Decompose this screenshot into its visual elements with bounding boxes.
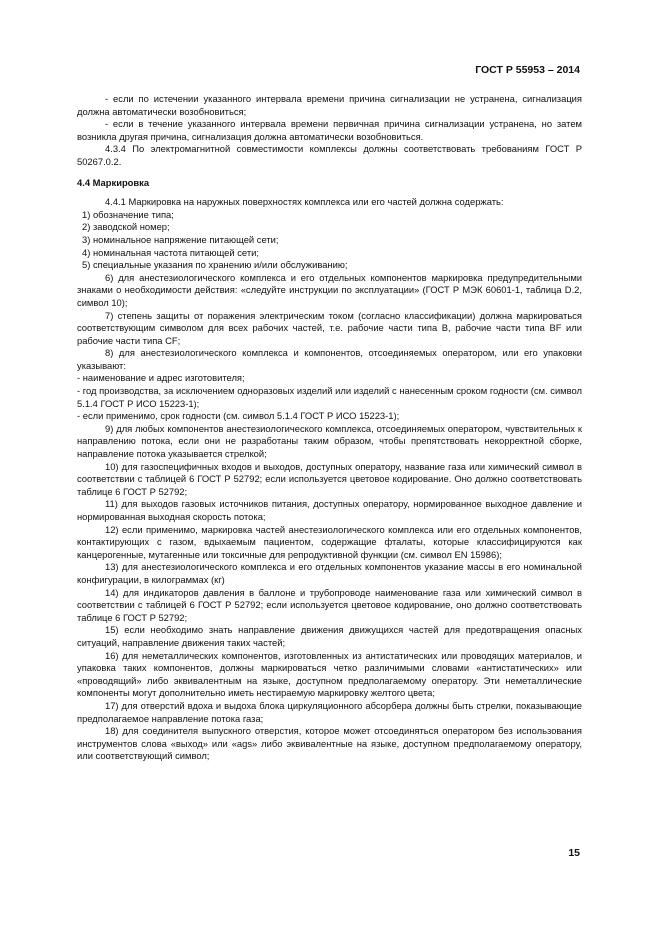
paragraph-4-3-4: 4.3.4 По электромагнитной совместимости комплексы должны соответствовать требованиям ГОСТ Р 50267.0.2. — [77, 143, 582, 167]
list-item-13: 13) для анестезиологического комплекса и его отдельных компонентов указание массы в его номинальной конфигурации, в килограммах (кг) — [77, 561, 582, 585]
list-item-8: 8) для анестезиологического комплекса и компонентов, отсоединяемых оператором, или его упаковки указывают: — [77, 347, 582, 371]
list-item-18: 18) для соединителя выпускного отверстия, которое может отсоединяться оператором без использования инструментов слова «выход» или «ags» либо эквивалентные на языке, доступном предполагаемому оператору, или соответствующий символ; — [77, 725, 582, 762]
paragraph-alarm-not-cleared: - если по истечении указанного интервала времени причина сигнализации не устранена, сигнализация должна автоматически возобновиться; — [77, 93, 582, 117]
list-item-14: 14) для индикаторов давления в баллоне и трубопроводе наименование газа или химический символ в соответствии с таблицей 6 ГОСТ Р 52792; если используется цветовое кодирование, оно должно соответствовать таблице 6 ГОСТ Р 52792; — [77, 586, 582, 623]
list-item-7: 7) степень защиты от поражения электрическим током (согласно классификации) должна маркироваться соответствующим символом для всех рабочих частей, т.е. рабочие части типа B, рабочие части типа BF или рабочие части типа CF; — [77, 309, 582, 346]
list-item-8-manufacturer: - наименование и адрес изготовителя; — [77, 372, 245, 384]
list-item-1: 1) обозначение типа; — [82, 208, 174, 220]
section-heading-4-4: 4.4 Маркировка — [77, 176, 150, 188]
list-item-2: 2) заводской номер; — [82, 221, 170, 233]
paragraph-4-4-1: 4.4.1 Маркировка на наружных поверхностях комплекса или его частей должна содержать: — [105, 196, 504, 208]
list-item-11: 11) для выходов газовых источников питания, доступных оператору, нормированное выходное давление и нормированная выходная скорость потока; — [77, 498, 582, 522]
list-item-9: 9) для любых компонентов анестезиологического комплекса, отсоединяемых оператором, чувствительных к направлению потока, если они не разработаны таким образом, чтобы препятствовать некорректной сборке, направление потока указывается стрелкой; — [77, 422, 582, 460]
list-item-16: 16) для неметаллических компонентов, изготовленных из антистатических или проводящих материалов, и упаковка таких компонентов, должны маркироваться четко различимыми словами «антистатических» или «проводящий» либо эквивалентным на языке, доступном предполагаемому оператору. Эти неметаллические компоненты могут дополнительно иметь нестираемую маркировку желтого цвета; — [77, 649, 582, 699]
list-item-5: 5) специальные указания по хранению и/или обслуживанию; — [82, 259, 348, 271]
list-item-17: 17) для отверстий вдоха и выдоха блока циркуляционного абсорбера должны быть стрелки, показывающие предполагаемое направление потока газа; — [77, 699, 582, 724]
list-item-4: 4) номинальная частота питающей сети; — [82, 246, 259, 258]
list-item-10: 10) для газоспецифичных входов и выходов, доступных оператору, название газа или химический символ в соответствии с таблицей 6 ГОСТ Р 52792; если используется цветовое кодирование. Оно должно соответствовать таблице 6 ГОСТ Р 52792; — [77, 460, 582, 497]
list-item-6: 6) для анестезиологического комплекса и его отдельных компонентов маркировка предупредительными знаками о необходимости действия: «следуйте инструкции по эксплуатации» (ГОСТ Р МЭК 60601-1, таблица D.2, символ 10); — [77, 271, 582, 308]
document-header-id: ГОСТ Р 55953 – 2014 — [475, 64, 580, 76]
list-item-15: 15) если необходимо знать направление движения движущихся частей для предотвращения опасных ситуаций, направление движения таких частей; — [77, 624, 582, 648]
document-body — [77, 93, 582, 763]
list-item-8-expiry: - если применимо, срок годности (см. символ 5.1.4 ГОСТ Р ИСО 15223-1); — [77, 410, 400, 422]
paragraph-alarm-other-cause: - если в течение указанного интервала времени первичная причина сигнализации устранена, но затем возникла другая причина, сигнализация должна автоматически возобновиться. — [77, 118, 582, 142]
list-item-8-production-year: - год производства, за исключением одноразовых изделий или изделий с нанесенным сроком годности (см. символ 5.1.4 ГОСТ Р ИСО 15223-1); — [77, 385, 582, 409]
list-item-3: 3) номинальное напряжение питающей сети; — [82, 233, 279, 245]
list-item-12: 12) если применимо, маркировка частей анестезиологического комплекса или его отдельных компонентов, контактирующих с газом, вдыхаемым пациентом, содержащие фталаты, которые классифицируются как канцерогенные, мутагенные или токсичные для репродуктивной функции (см. символ EN 15986); — [77, 523, 582, 560]
page-number: 15 — [568, 847, 580, 859]
